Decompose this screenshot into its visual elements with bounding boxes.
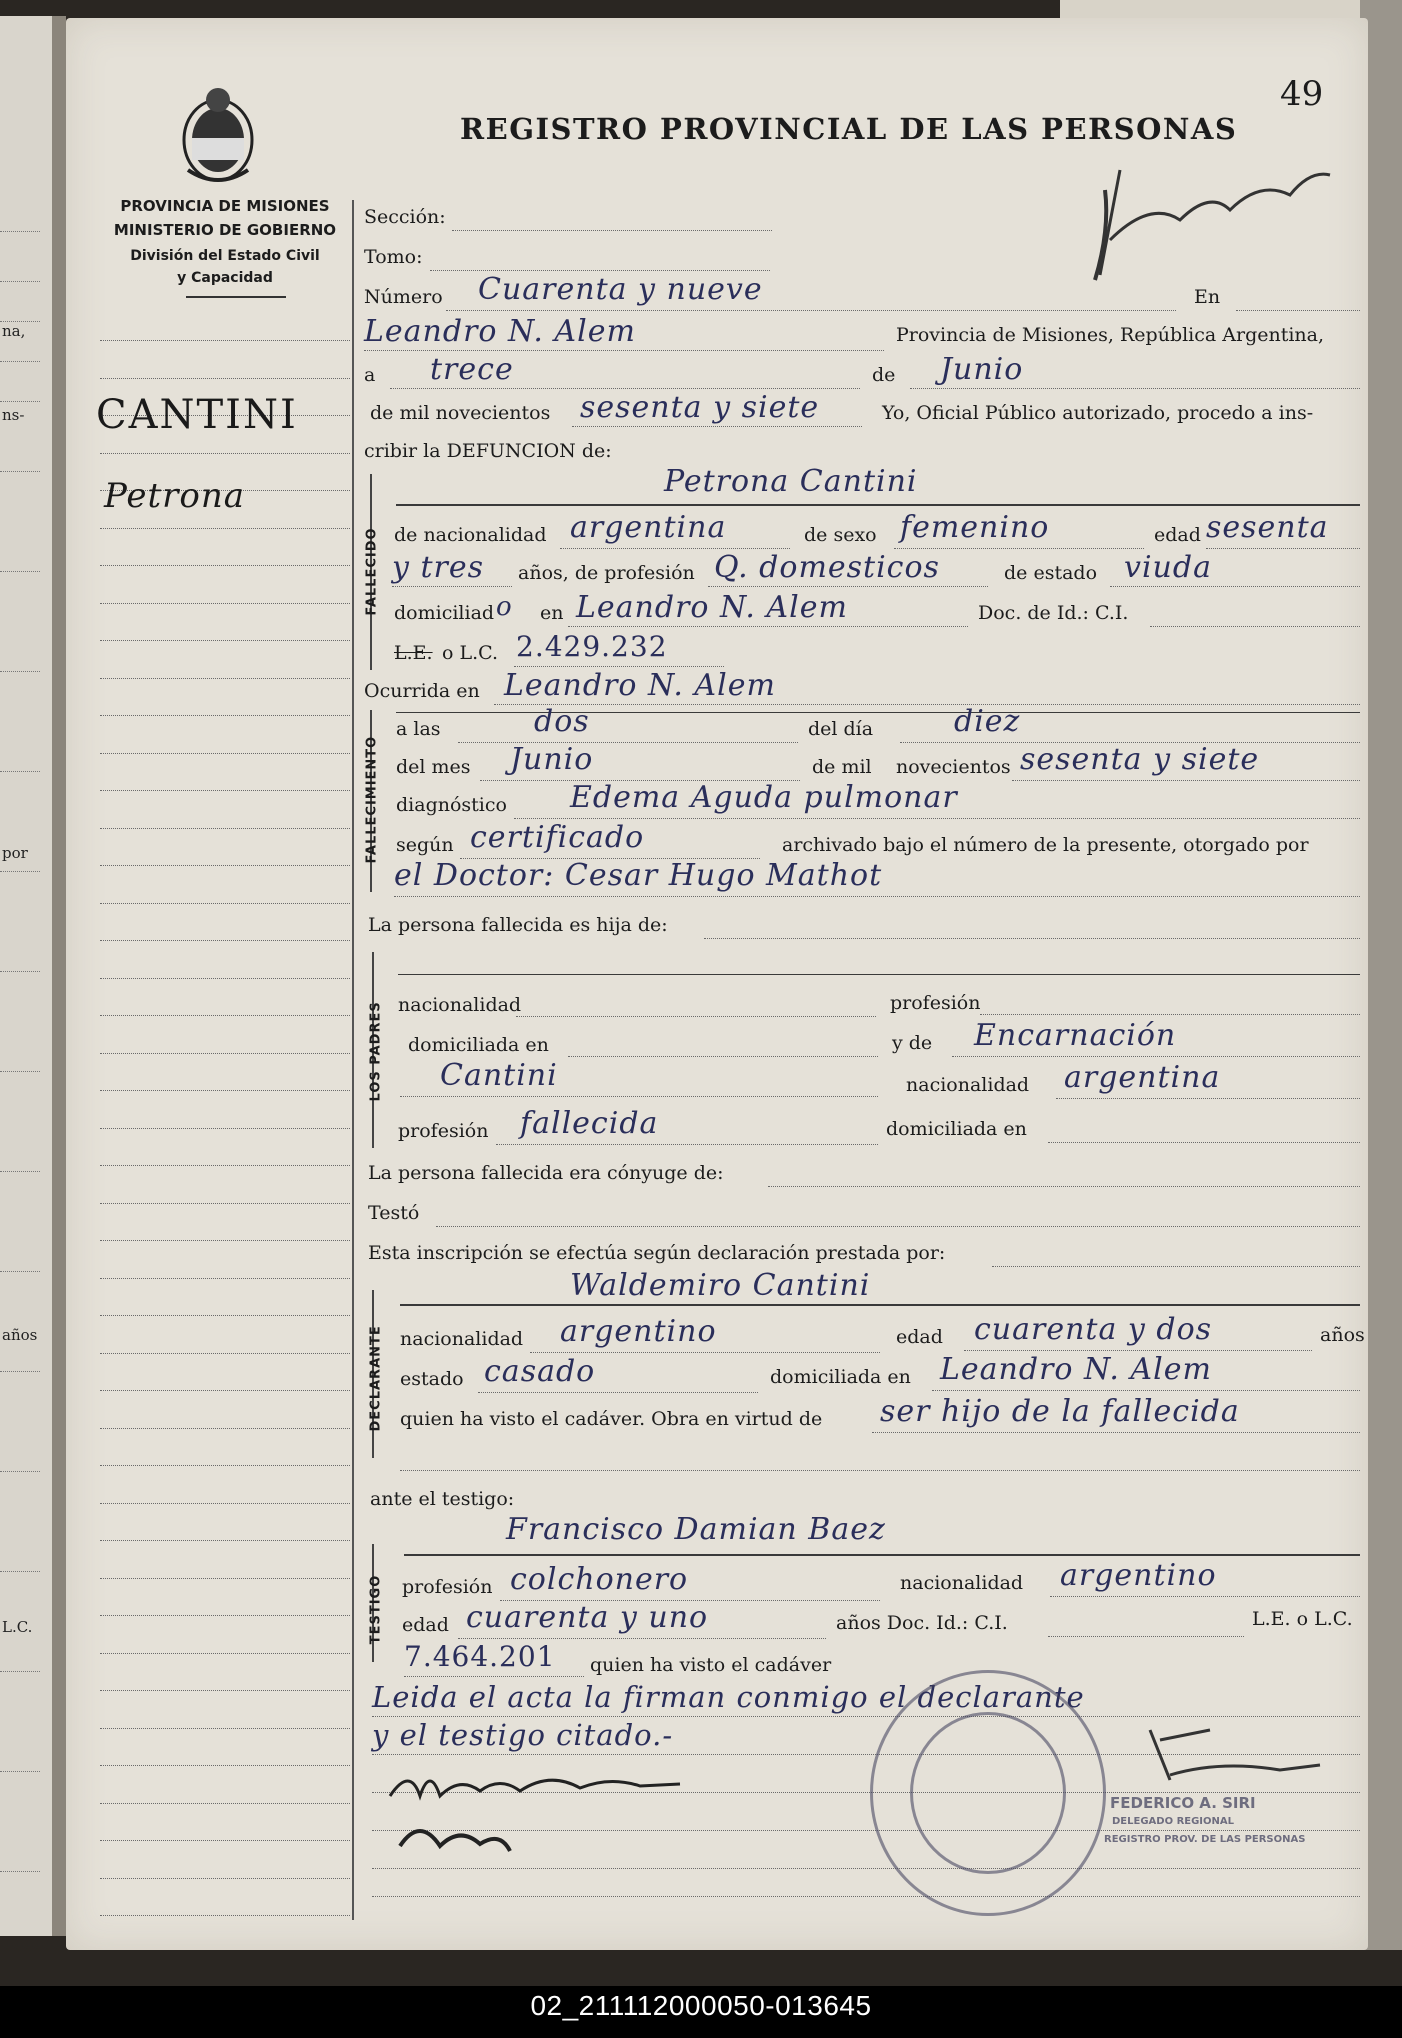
en-label-2: en: [540, 602, 564, 624]
alas-label: a las: [396, 718, 441, 740]
dia-value: trece: [430, 352, 514, 387]
margin-line: [100, 1015, 350, 1016]
madre-prof-value: fallecida: [520, 1106, 659, 1141]
lugar-value: Leandro N. Alem: [364, 314, 636, 349]
test-prof-label: profesión: [402, 1576, 493, 1598]
margin-line: [100, 1090, 350, 1091]
margin-line: [100, 865, 350, 866]
test-prof-value: colchonero: [510, 1562, 689, 1597]
fallecido-nombre: Petrona Cantini: [664, 464, 918, 499]
padre-prof-label: profesión: [890, 992, 981, 1014]
test-visto-label: quien ha visto el cadáver: [590, 1654, 832, 1676]
edad-label: edad: [1154, 524, 1201, 546]
officer-title-2: REGISTRO PROV. DE LAS PERSONAS: [1104, 1834, 1306, 1845]
prev-fragment: na,: [2, 322, 26, 340]
profesion-value: Q. domesticos: [714, 550, 940, 585]
margin-surname: CANTINI: [96, 392, 298, 438]
madre-nombre: Encarnación: [974, 1018, 1177, 1053]
segun-label: según: [396, 834, 454, 856]
decl-estado-value: casado: [484, 1354, 596, 1389]
dia-fall-value: diez: [954, 704, 1021, 739]
prev-fragment: ns-: [2, 406, 25, 424]
margin-line: [100, 1878, 350, 1879]
anos-prof-label: años, de profesión: [518, 562, 695, 584]
margin-line: [100, 1503, 350, 1504]
prev-fragment: por: [2, 844, 28, 862]
test-doc-value: 7.464.201: [404, 1640, 556, 1673]
margin-line: [100, 1803, 350, 1804]
doctor-value: el Doctor: Cesar Hugo Mathot: [394, 858, 883, 893]
margin-line: [100, 1690, 350, 1691]
decl-visto-label: quien ha visto el cadáver. Obra en virtud de: [400, 1408, 823, 1430]
margin-line: [100, 978, 350, 979]
lc-value: 2.429.232: [516, 630, 668, 663]
provincia-label: Provincia de Misiones, República Argentina,: [896, 324, 1325, 346]
margin-line: [100, 453, 350, 454]
margin-line: [100, 1128, 350, 1129]
edad-value: sesenta: [1206, 510, 1329, 545]
de-mil-label: de mil novecientos: [370, 402, 551, 424]
officer-signature: [1130, 1720, 1330, 1790]
domiciliad-label: domiciliad: [394, 602, 495, 624]
test-nac-value: argentino: [1060, 1558, 1217, 1593]
hija-label: La persona fallecida es hija de:: [368, 914, 668, 936]
en-label: En: [1194, 286, 1221, 308]
test-doc-label: años Doc. Id.: C.I.: [836, 1612, 1008, 1634]
decl-dom-label: domiciliada en: [770, 1366, 911, 1388]
division-header: y Capacidad: [177, 270, 273, 286]
demil-label: de mil: [812, 756, 872, 778]
margin-line: [100, 565, 350, 566]
margin-line: [100, 640, 350, 641]
anio-value: sesenta y siete: [580, 390, 820, 425]
estado-label: de estado: [1004, 562, 1098, 584]
margin-line: [100, 1240, 350, 1241]
testo-label: Testó: [368, 1202, 420, 1224]
margin-line: [100, 1765, 350, 1766]
fallecido-side-label: FALLECIDO: [364, 527, 380, 616]
doc-label: Doc. de Id.: C.I.: [978, 602, 1129, 624]
margin-line: [100, 1203, 350, 1204]
margin-line: [100, 1165, 350, 1166]
declaracion-label: Esta inscripción se efectúa según declaración prestada por:: [368, 1242, 946, 1264]
yde-label: y de: [892, 1032, 933, 1054]
margin-line: [100, 1353, 350, 1354]
delmes-label: del mes: [396, 756, 471, 778]
closing-line-1: Leida el acta la firman conmigo el declarante: [372, 1680, 1085, 1714]
ocurrida-value: Leandro N. Alem: [504, 668, 776, 703]
nacionalidad-value: argentina: [570, 510, 727, 545]
le-label: L.E.: [394, 642, 433, 664]
margin-line: [100, 790, 350, 791]
nac-label: de nacionalidad: [394, 524, 547, 546]
madre-nac-label: nacionalidad: [906, 1074, 1030, 1096]
ministry-header: MINISTERIO DE GOBIERNO: [113, 221, 337, 239]
novecientos-label: novecientos: [896, 756, 1011, 778]
decl-estado-label: estado: [400, 1368, 464, 1390]
margin-line: [100, 1653, 350, 1654]
ocurrida-label: Ocurrida en: [364, 680, 480, 702]
margin-line: [100, 828, 350, 829]
madre-nac-value: argentina: [1064, 1060, 1221, 1095]
madre-apellido: Cantini: [440, 1058, 558, 1093]
decl-nac-value: argentino: [560, 1314, 717, 1349]
image-caption: 02_211112000050-013645: [530, 1990, 872, 2021]
de-label: de: [872, 364, 896, 386]
margin-line: [100, 1578, 350, 1579]
margin-line: [100, 940, 350, 941]
archivado-label: archivado bajo el número de la presente, otorgado por: [782, 834, 1309, 856]
margin-line: [100, 1615, 350, 1616]
declarant-signature: [380, 1756, 720, 1876]
decl-edad-value: cuarenta y dos: [974, 1312, 1213, 1347]
numero-label: Número: [364, 286, 443, 308]
madre-dom-label: domiciliada en: [886, 1118, 1027, 1140]
margin-given-name: Petrona: [104, 476, 246, 516]
margin-line: [100, 528, 350, 529]
margin-line: [100, 1840, 350, 1841]
officer-name: FEDERICO A. SIRI: [1110, 1794, 1256, 1812]
decl-edad-label: edad: [896, 1326, 943, 1348]
domicilio-value: Leandro N. Alem: [576, 590, 848, 625]
lc-label: o L.C.: [442, 642, 499, 664]
margin-line: [100, 1278, 350, 1279]
mes-value: Junio: [940, 352, 1024, 387]
domiciliado-suffix: o: [496, 592, 513, 622]
fallecimiento-side-label: FALLECIMIENTO: [364, 735, 380, 864]
hora-value: dos: [534, 704, 590, 739]
testigo-nombre: Francisco Damian Baez: [506, 1512, 886, 1547]
padres-side-label: LOS PADRES: [368, 1001, 384, 1102]
document-title: REGISTRO PROVINCIAL DE LAS PERSONAS: [460, 112, 1238, 146]
margin-line: [100, 903, 350, 904]
book-spine: [52, 16, 66, 1936]
mes-fall-value: Junio: [510, 742, 594, 777]
registrar-signature: [1090, 140, 1340, 290]
official-seal-inner: [910, 1712, 1066, 1874]
oficial-label: Yo, Oficial Público autorizado, procedo a ins-: [882, 402, 1314, 424]
prev-fragment: L.C.: [2, 1618, 33, 1636]
coat-of-arms-icon: [178, 80, 258, 188]
edad-value-2: y tres: [392, 550, 485, 585]
prev-fragment: años: [2, 1326, 38, 1344]
decl-nac-label: nacionalidad: [400, 1328, 524, 1350]
margin-line: [100, 603, 350, 604]
numero-value: Cuarenta y nueve: [478, 272, 763, 307]
test-lelc-label: L.E. o L.C.: [1252, 1608, 1353, 1630]
closing-line-2: y el testigo citado.-: [372, 1718, 674, 1752]
margin-line: [100, 378, 350, 379]
deldia-label: del día: [808, 718, 874, 740]
segun-value: certificado: [470, 820, 645, 855]
margin-line: [100, 1428, 350, 1429]
sexo-value: femenino: [900, 510, 1050, 545]
margin-line: [100, 1390, 350, 1391]
margin-line: [100, 753, 350, 754]
margin-line: [100, 1315, 350, 1316]
testigo-intro-label: ante el testigo:: [370, 1488, 515, 1510]
margin-line: [100, 340, 350, 341]
cribir-label: cribir la DEFUNCION de:: [364, 440, 612, 462]
conyuge-label: La persona fallecida era cónyuge de:: [368, 1162, 724, 1184]
test-edad-label: edad: [402, 1614, 449, 1636]
margin-line: [100, 1915, 350, 1916]
margin-line: [100, 678, 350, 679]
diagnostico-value: Edema Aguda pulmonar: [570, 780, 958, 815]
anio-fall-value: sesenta y siete: [1020, 742, 1260, 777]
tomo-label: Tomo:: [364, 246, 423, 268]
madre-prof-label: profesión: [398, 1120, 489, 1142]
margin-line: [100, 1465, 350, 1466]
officer-title: DELEGADO REGIONAL: [1112, 1816, 1235, 1827]
margin-line: [100, 1728, 350, 1729]
decl-dom-value: Leandro N. Alem: [940, 1352, 1212, 1387]
margin-separator: [352, 200, 354, 1920]
page-number: 49: [1280, 74, 1324, 114]
test-edad-value: cuarenta y uno: [466, 1600, 709, 1635]
previous-page-edge: [0, 16, 55, 1936]
test-nac-label: nacionalidad: [900, 1572, 1024, 1594]
diagnostico-label: diagnóstico: [396, 794, 507, 816]
declarante-nombre: Waldemiro Cantini: [570, 1268, 871, 1303]
province-header: PROVINCIA DE MISIONES: [120, 197, 330, 215]
seccion-label: Sección:: [364, 206, 446, 228]
decl-anos-label: años: [1320, 1324, 1365, 1346]
testigo-side-label: TESTIGO: [368, 1574, 384, 1645]
margin-line: [100, 715, 350, 716]
a-label: a: [364, 364, 376, 386]
header-rule: [186, 296, 286, 298]
declarante-side-label: DECLARANTE: [368, 1325, 384, 1432]
padre-dom-label: domiciliada en: [408, 1034, 549, 1056]
division-header: División del Estado Civil: [130, 248, 320, 264]
margin-line: [100, 1053, 350, 1054]
estado-value: viuda: [1124, 550, 1212, 585]
margin-line: [100, 1540, 350, 1541]
sexo-label: de sexo: [804, 524, 877, 546]
decl-virtud-value: ser hijo de la fallecida: [880, 1394, 1240, 1429]
padre-nac-label: nacionalidad: [398, 994, 522, 1016]
